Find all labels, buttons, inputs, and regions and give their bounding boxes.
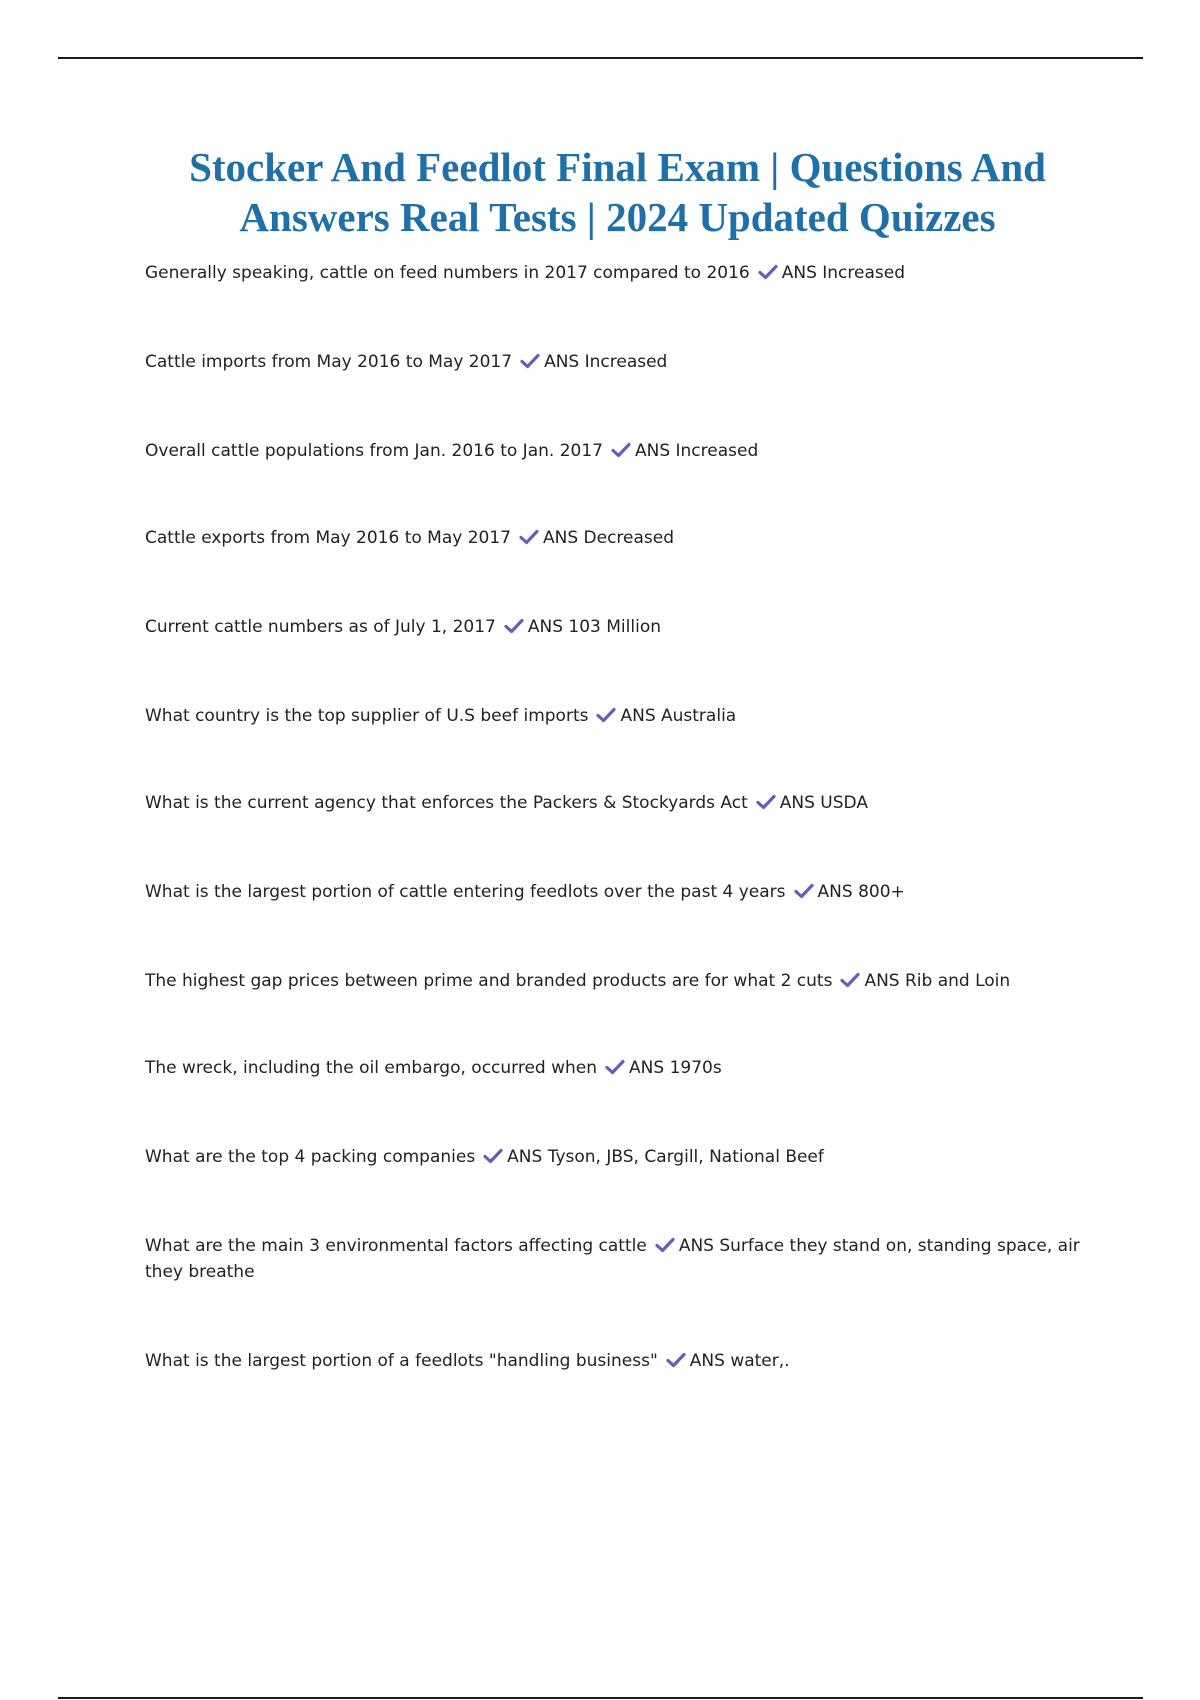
- check-mark-icon: [611, 442, 631, 458]
- answer-text: ANS Increased: [634, 441, 759, 461]
- check-mark-icon: [520, 353, 540, 369]
- answer-text: ANS Tyson, JBS, Cargill, National Beef: [507, 1147, 824, 1167]
- answer-text: ANS Increased: [544, 352, 668, 372]
- check-mark-icon: [596, 707, 616, 723]
- qa-item: [145, 1144, 1090, 1170]
- question-text: What are the main 3 environmental factors affecting cattle: [145, 1236, 647, 1256]
- answer-text: ANS 1970s: [629, 1058, 722, 1078]
- answer-text: ANS Increased: [781, 263, 905, 283]
- qa-item: [145, 525, 1090, 551]
- question-text: What is the current agency that enforces the Packers & Stockyards Act: [145, 793, 748, 813]
- bottom-divider: [58, 1697, 1143, 1699]
- check-mark-icon: [758, 264, 778, 280]
- qa-item: [145, 968, 1090, 994]
- check-mark-icon: [504, 618, 524, 634]
- qa-item: [145, 879, 1090, 905]
- check-mark-icon: [483, 1148, 503, 1164]
- question-text: The wreck, including the oil embargo, occurred when: [145, 1058, 598, 1078]
- qa-item: [145, 1055, 1090, 1081]
- qa-item: [145, 438, 1090, 464]
- question-text: Cattle imports from May 2016 to May 2017: [145, 352, 513, 372]
- top-divider: [58, 57, 1143, 59]
- answer-text: ANS water,.: [689, 1351, 790, 1371]
- qa-item: [145, 703, 1090, 729]
- qa-item: [145, 614, 1090, 640]
- answer-text: ANS Surface they stand on, standing space, air they breathe: [145, 1236, 1080, 1282]
- question-text: What are the top 4 packing companies: [145, 1147, 476, 1167]
- check-mark-icon: [756, 794, 776, 810]
- qa-item: [145, 1233, 1090, 1285]
- question-text: What is the largest portion of a feedlots "handling business": [145, 1351, 658, 1371]
- qa-item: [145, 1348, 1090, 1374]
- question-text: Current cattle numbers as of July 1, 2017: [145, 617, 496, 637]
- answer-text: ANS 103 Million: [527, 617, 662, 637]
- qa-item: [145, 349, 1090, 375]
- check-mark-icon: [840, 972, 860, 988]
- check-mark-icon: [605, 1059, 625, 1075]
- question-text: Generally speaking, cattle on feed numbers in 2017 compared to 2016: [145, 263, 750, 283]
- qa-item: [145, 260, 1090, 286]
- question-text: What country is the top supplier of U.S beef imports: [145, 706, 589, 726]
- question-text: Cattle exports from May 2016 to May 2017: [145, 528, 511, 548]
- question-text: The highest gap prices between prime and branded products are for what 2 cuts: [145, 971, 833, 991]
- answer-text: ANS Rib and Loin: [864, 971, 1011, 991]
- check-mark-icon: [519, 529, 539, 545]
- answer-text: ANS Australia: [620, 706, 737, 726]
- check-mark-icon: [666, 1352, 686, 1368]
- answer-text: ANS USDA: [779, 793, 868, 813]
- check-mark-icon: [794, 883, 814, 899]
- answer-text: ANS Decreased: [543, 528, 675, 548]
- qa-item: [145, 790, 1090, 816]
- question-text: What is the largest portion of cattle entering feedlots over the past 4 years: [145, 882, 786, 902]
- question-text: Overall cattle populations from Jan. 2016 to Jan. 2017: [145, 441, 603, 461]
- document-title: Stocker And Feedlot Final Exam | Questions And Answers Real Tests | 2024 Updated Quizzes: [189, 144, 1046, 240]
- answer-text: ANS 800+: [817, 882, 905, 902]
- check-mark-icon: [655, 1237, 675, 1253]
